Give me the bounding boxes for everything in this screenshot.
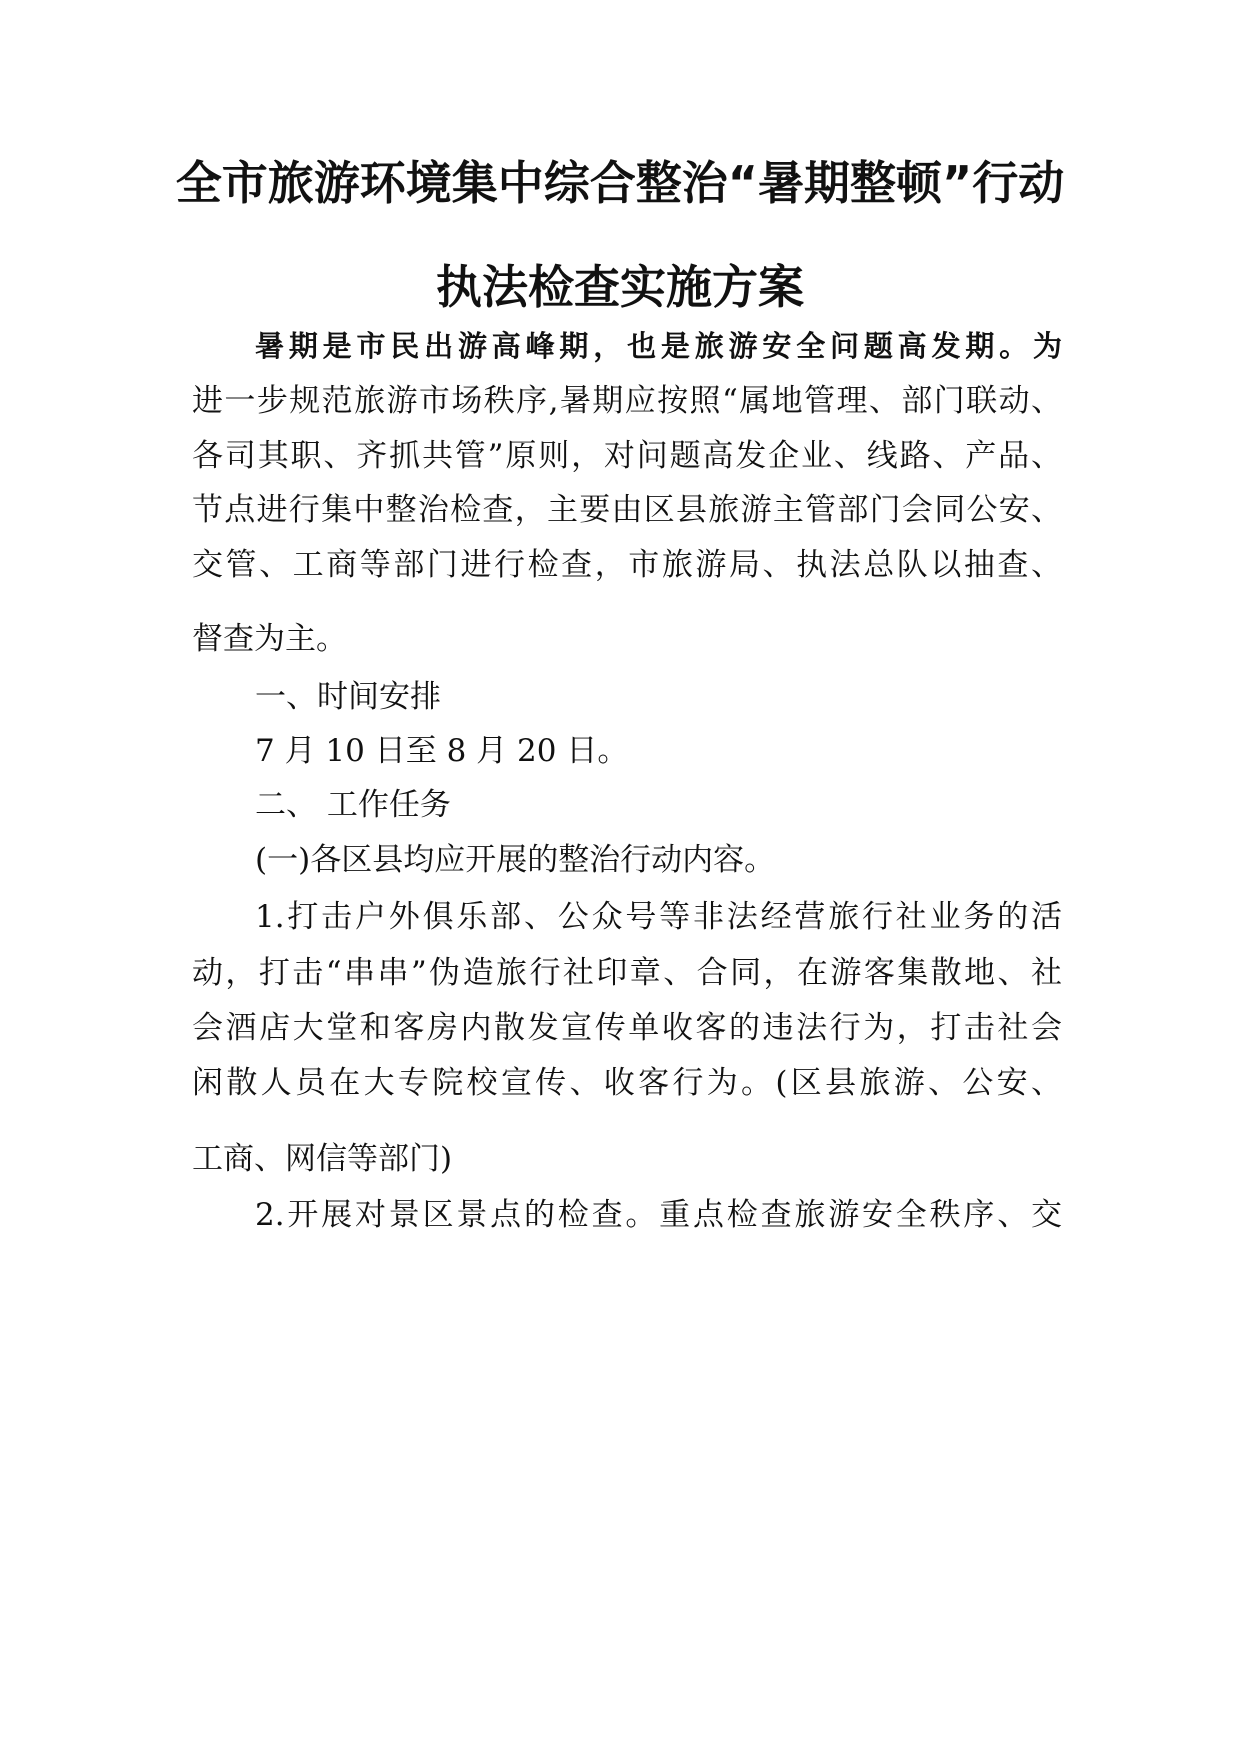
item-1-line-5: 工商、网信等部门) bbox=[192, 1141, 453, 1177]
section-2-heading: 二、 工作任务 bbox=[255, 787, 451, 823]
intro-line-3: 各司其职、齐抓共管”原则，对问题高发企业、线路、产品、 bbox=[192, 438, 1062, 474]
intro-line-1: 暑期是市民出游高峰期，也是旅游安全问题高发期。为 bbox=[255, 329, 1062, 363]
section-1-heading: 一、时间安排 bbox=[255, 679, 441, 715]
document-title-line-1: 全市旅游环境集中综合整治“暑期整顿”行动 bbox=[175, 156, 1065, 210]
intro-line-5: 交管、工商等部门进行检查，市旅游局、执法总队以抽查、 bbox=[192, 547, 1062, 583]
intro-line-4: 节点进行集中整治检查，主要由区县旅游主管部门会同公安、 bbox=[192, 492, 1062, 528]
section-2-subheading: (一)各区县均应开展的整治行动内容。 bbox=[255, 842, 776, 878]
intro-line-2: 进一步规范旅游市场秩序,暑期应按照“属地管理、部门联动、 bbox=[192, 383, 1062, 419]
intro-line-6: 督查为主。 bbox=[192, 621, 347, 657]
item-1-line-1: 1.打击户外俱乐部、公众号等非法经营旅行社业务的活 bbox=[255, 899, 1062, 935]
item-1-line-4: 闲散人员在大专院校宣传、收客行为。(区县旅游、公安、 bbox=[192, 1065, 1062, 1101]
item-1-line-3: 会酒店大堂和客房内散发宣传单收客的违法行为，打击社会 bbox=[192, 1010, 1062, 1046]
item-1-line-2: 动，打击“串串”伪造旅行社印章、合同，在游客集散地、社 bbox=[192, 955, 1062, 991]
section-1-content: 7 月 10 日至 8 月 20 日。 bbox=[255, 733, 629, 769]
document-title-line-2: 执法检查实施方案 bbox=[436, 260, 804, 314]
item-2-line-1: 2.开展对景区景点的检查。重点检查旅游安全秩序、交 bbox=[255, 1197, 1062, 1233]
